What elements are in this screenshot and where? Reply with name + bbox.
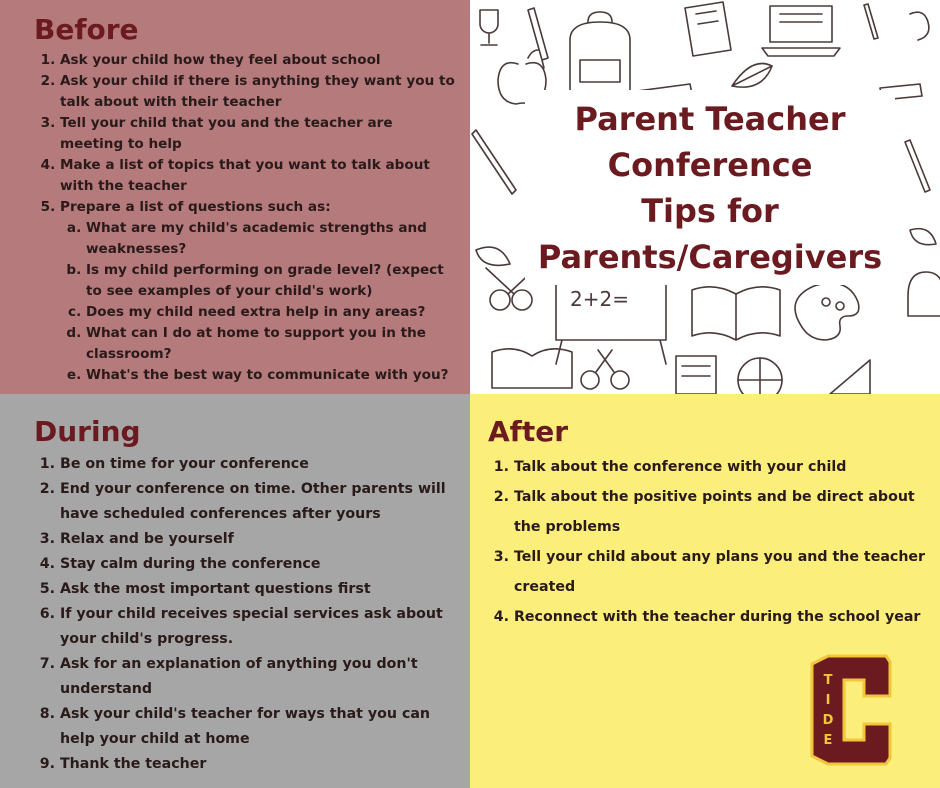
open-book-icon <box>692 287 780 340</box>
list-item-questions <box>60 197 456 386</box>
globe-icon <box>738 358 782 394</box>
title-line-1: Parent Teacher <box>574 99 846 138</box>
scissors-icon-2 <box>581 350 629 389</box>
list-item: 1. Be on time for your conference <box>60 452 456 477</box>
after-panel <box>470 394 940 788</box>
sub-list-item: c. Does my child need extra help in any areas? <box>86 302 456 323</box>
pencil-icon <box>864 4 878 39</box>
list-item: 3. Relax and be yourself <box>60 527 456 552</box>
sub-list-item: a. What are my child's academic strengths and weaknesses? <box>86 218 456 260</box>
list-item: 2. Ask your child if there is anything they want you to talk about with their teacher <box>60 71 456 113</box>
title-line-2: Conference <box>607 145 813 184</box>
chalkboard-text: 2+2= <box>570 287 629 311</box>
tide-c-logo <box>804 652 894 768</box>
leaf-icon <box>732 64 772 88</box>
after-list <box>488 452 926 632</box>
clip-icon <box>910 12 929 40</box>
list-item: 4. Stay calm during the conference <box>60 552 456 577</box>
list-item: 3. Tell your child that you and the teacher are meeting to help <box>60 113 456 155</box>
trophy-icon <box>480 10 498 45</box>
ruler-triangle-icon <box>830 360 870 394</box>
during-heading: During <box>34 415 141 448</box>
pen-icon-2 <box>472 130 516 194</box>
sub-list-item: d. What can I do at home to support you in the classroom? <box>86 323 456 365</box>
pencil-icon-2 <box>905 140 930 192</box>
before-panel <box>0 0 470 394</box>
during-panel <box>0 394 470 788</box>
sub-list-item: b. Is my child performing on grade level? (expect to see examples of your child's work) <box>86 260 456 302</box>
logo-letter-i: I <box>825 693 831 708</box>
list-item: 3. Tell your child about any plans you and the teacher created <box>514 542 926 602</box>
book-icon <box>492 349 572 388</box>
list-item: 5. Ask the most important questions first <box>60 577 456 602</box>
list-item: 1. Ask your child how they feel about school <box>60 50 456 71</box>
title-line-4: Parents/Caregivers <box>537 237 883 276</box>
list-item: 9. Thank the teacher <box>60 752 456 777</box>
laptop-icon <box>762 6 840 56</box>
logo-letter-e: E <box>823 733 833 748</box>
list-item: 4. Reconnect with the teacher during the school year <box>514 602 926 632</box>
logo-letter-d: D <box>822 713 834 728</box>
list-item: 2. Talk about the positive points and be direct about the problems <box>514 482 926 542</box>
before-heading: Before <box>34 13 139 46</box>
list-item: 6. If your child receives special services ask about your child's progress. <box>60 602 456 652</box>
title-line-3: Tips for <box>641 191 779 230</box>
after-heading: After <box>488 415 569 448</box>
title-panel <box>470 0 940 394</box>
leaf-icon-3 <box>910 229 936 245</box>
pen-icon <box>528 8 548 68</box>
notebook-icon <box>685 2 731 56</box>
before-list <box>34 50 456 386</box>
list-item-label: Prepare a list of questions such as: <box>60 199 331 215</box>
title-box <box>525 90 895 285</box>
backpack-icon <box>570 12 630 98</box>
list-item: 4. Make a list of topics that you want to talk about with the teacher <box>60 155 456 197</box>
notepad-icon <box>676 356 716 394</box>
questions-sublist <box>60 218 456 386</box>
logo-letter-t: T <box>823 673 833 688</box>
palette-icon <box>795 283 859 340</box>
list-item: 8. Ask your child's teacher for ways that you can help your child at home <box>60 702 456 752</box>
bell-icon <box>908 272 940 316</box>
sub-list-item: e. What's the best way to communicate with you? <box>86 365 456 386</box>
list-item: 7. Ask for an explanation of anything you don't understand <box>60 652 456 702</box>
leaf-icon-2 <box>476 247 510 265</box>
list-item: 2. End your conference on time. Other parents will have scheduled conferences after yours <box>60 477 456 527</box>
during-list <box>34 452 456 777</box>
list-item: 1. Talk about the conference with your child <box>514 452 926 482</box>
